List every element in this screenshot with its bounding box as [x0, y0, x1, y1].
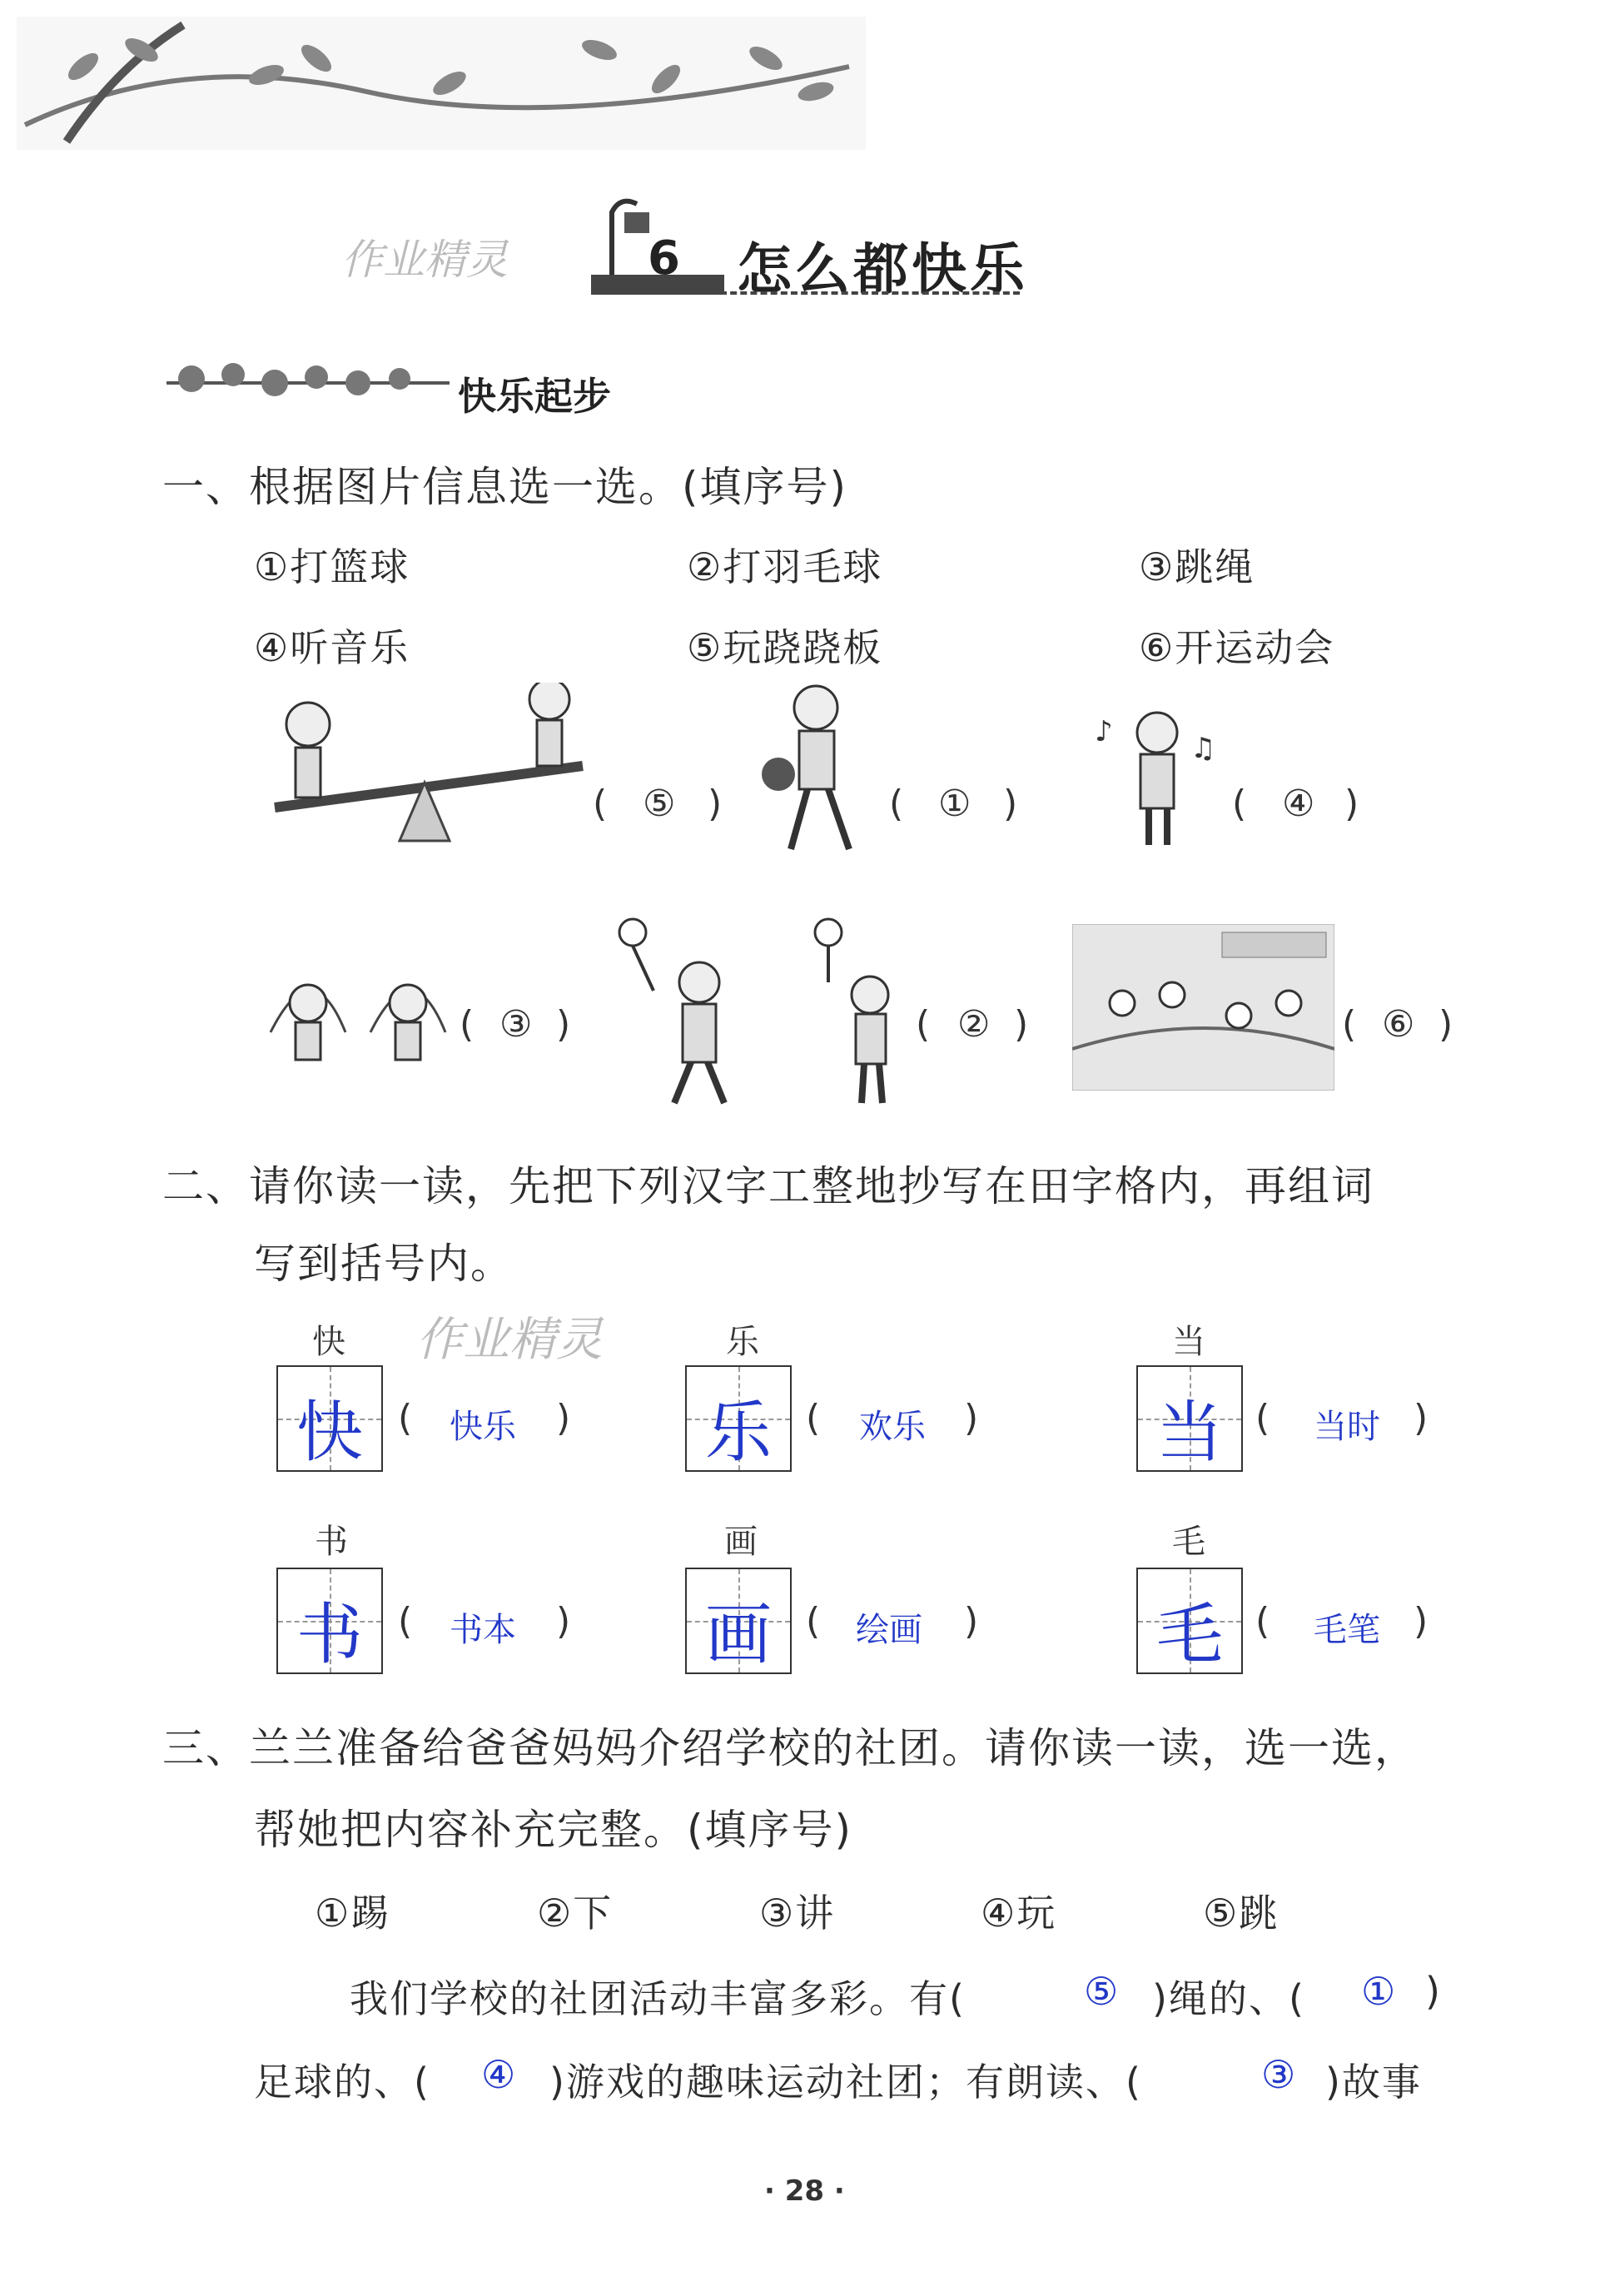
q2-grid-2[interactable]: 乐: [685, 1365, 792, 1472]
q3-option-5: ⑤跳: [1203, 1891, 1280, 1936]
lesson-title: 怎么都快乐: [737, 237, 1028, 301]
jump-rope-picture: [262, 957, 462, 1091]
q2-word-4[interactable]: 书本: [450, 1611, 516, 1649]
q2-prompt-char-3: 当: [1172, 1323, 1205, 1361]
q2-prompt-char-1: 快: [312, 1323, 345, 1361]
music-picture: [1091, 708, 1224, 849]
basketball-picture: [749, 683, 882, 857]
q3-passage-line1-a: 我们学校的社团活动丰富多彩。有(: [350, 1976, 966, 2021]
q3-title-line1: 三、兰兰准备给爸爸妈妈介绍学校的社团。请你读一读，选一选，: [162, 1724, 1418, 1772]
svg-text:♫: ♫: [1190, 732, 1216, 765]
q1-answer-3: ④: [1282, 783, 1315, 825]
q3-passage-line1-b: )绳的、(: [1152, 1976, 1305, 2021]
q3-passage-line2-b: )游戏的趣味运动社团；有朗读、(: [549, 2060, 1142, 2105]
q2-grid-5[interactable]: 画: [685, 1568, 792, 1674]
watermark: 作业精灵: [341, 236, 508, 284]
leaf-decoration: [17, 17, 866, 150]
q3-option-3: ③讲: [759, 1891, 836, 1936]
q1-answer-6: ⑥: [1382, 1003, 1415, 1046]
q1-answer-5: ②: [957, 1003, 991, 1046]
q1-answer-1: ⑤: [643, 783, 676, 825]
q2-word-3[interactable]: 当时: [1314, 1408, 1380, 1446]
q1-option-3: ③跳绳: [1139, 544, 1255, 589]
q2-title-line2: 写到括号内。: [254, 1240, 514, 1288]
q2-word-6[interactable]: 毛笔: [1314, 1611, 1380, 1649]
q3-answer-2[interactable]: ①: [1361, 1969, 1398, 2014]
seesaw-picture: [266, 683, 591, 849]
q1-option-5: ⑤玩跷跷板: [687, 625, 883, 670]
q3-passage-line2-a: 足球的、(: [254, 2060, 430, 2105]
sports-meet-picture: [1072, 924, 1334, 1091]
badminton-picture: [616, 916, 899, 1107]
q2-grid-6[interactable]: 毛: [1136, 1568, 1243, 1674]
q2-grid-4[interactable]: 书: [276, 1568, 383, 1674]
q1-title: 一、根据图片信息选一选。(填序号): [162, 463, 848, 511]
q3-answer-4[interactable]: ③: [1261, 2052, 1298, 2097]
q1-option-2: ②打羽毛球: [687, 544, 883, 589]
q3-option-2: ②下: [537, 1891, 614, 1936]
page-number: · 28 ·: [764, 2174, 845, 2208]
q2-word-1[interactable]: 快乐: [450, 1408, 516, 1446]
section-banner: 快乐起步: [458, 374, 611, 419]
flower-banner-icon: [158, 345, 458, 412]
q3-passage-line1-c: ): [1425, 1969, 1442, 2014]
q2-word-5[interactable]: 绘画: [856, 1611, 922, 1649]
svg-text:♪: ♪: [1095, 715, 1113, 748]
q1-answer-4: ③: [499, 1003, 533, 1046]
q1-option-4: ④听音乐: [254, 625, 410, 670]
q1-answer-2: ①: [938, 783, 971, 825]
q2-prompt-char-2: 乐: [726, 1323, 759, 1361]
q3-answer-1[interactable]: ⑤: [1084, 1969, 1120, 2014]
q2-grid-1[interactable]: 快: [276, 1365, 383, 1472]
q2-word-2[interactable]: 欢乐: [859, 1408, 926, 1446]
q3-option-1: ①踢: [315, 1891, 391, 1936]
q3-answer-3[interactable]: ④: [481, 2052, 518, 2097]
q3-option-4: ④玩: [981, 1891, 1057, 1936]
q2-prompt-char-4: 书: [315, 1523, 348, 1561]
q3-title-line2: 帮她把内容补充完整。(填序号): [254, 1806, 853, 1854]
q2-prompt-char-5: 画: [724, 1523, 758, 1561]
title-underline: [720, 291, 1020, 295]
watermark-2: 作业精灵: [416, 1313, 603, 1367]
lesson-number: 6: [648, 231, 680, 286]
q2-prompt-char-6: 毛: [1172, 1523, 1205, 1561]
q1-option-1: ①打篮球: [254, 544, 410, 589]
q1-option-6: ⑥开运动会: [1139, 625, 1335, 670]
q3-passage-line2-c: )故事: [1325, 2060, 1422, 2105]
q2-grid-3[interactable]: 当: [1136, 1365, 1243, 1472]
q2-title-line1: 二、请你读一读，先把下列汉字工整地抄写在田字格内，再组词: [162, 1162, 1374, 1210]
